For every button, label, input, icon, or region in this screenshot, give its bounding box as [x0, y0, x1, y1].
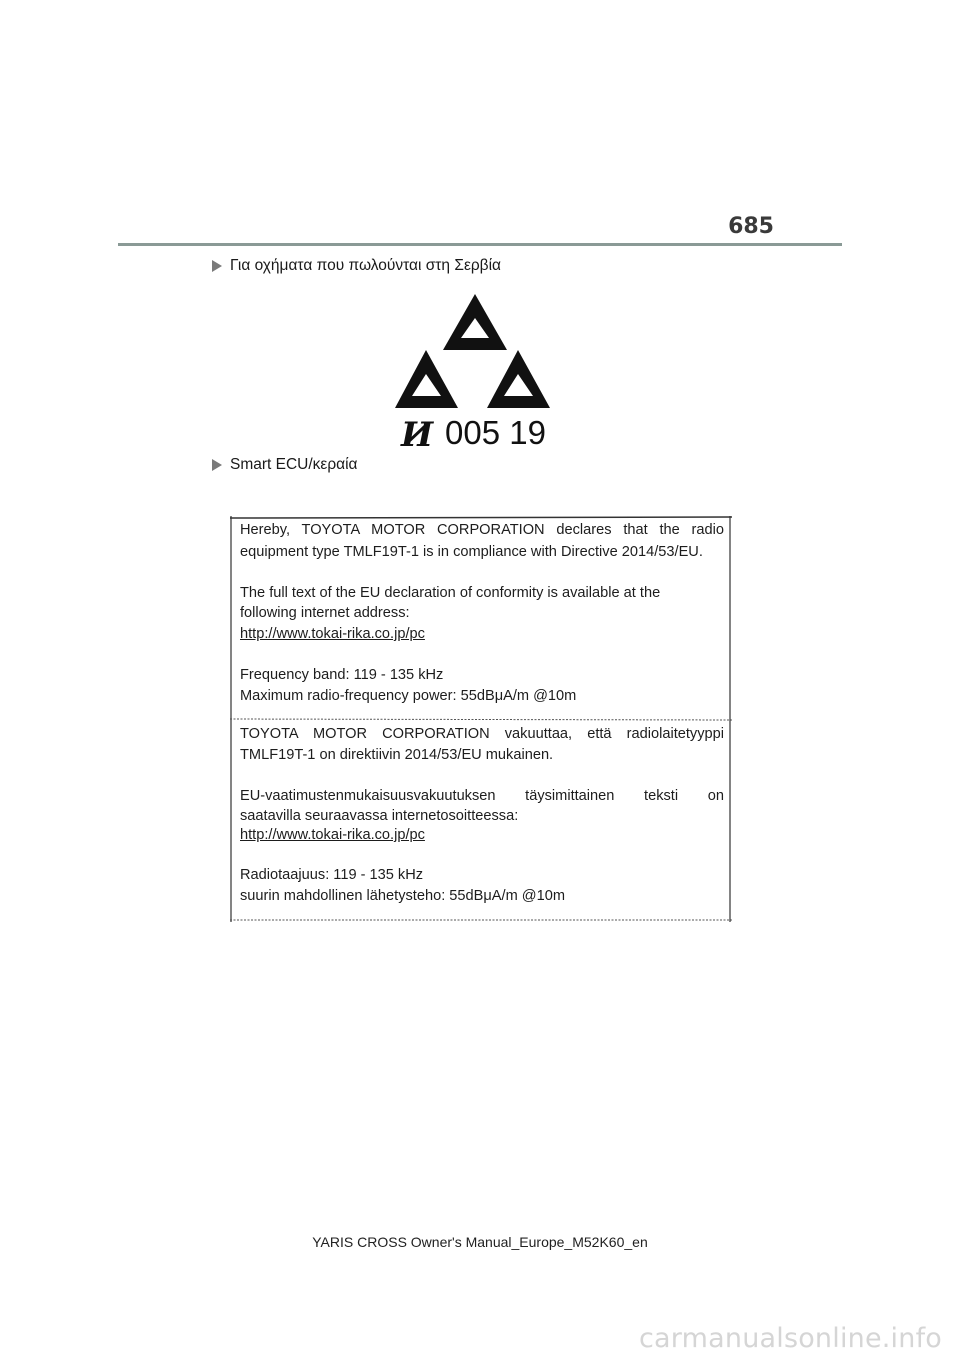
- watermark: carmanualsonline.info: [639, 1323, 942, 1354]
- triangle-mark-icon: [395, 294, 550, 408]
- declaration-en-power: Maximum radio-frequency power: 55dBμA/m @10m: [240, 688, 577, 704]
- declaration-fi-url-link[interactable]: http://www.tokai-rika.co.jp/pc: [240, 827, 425, 843]
- section-heading-serbia-text: Για οχήματα που πωλούνται στη Σερβία: [230, 257, 501, 274]
- triangle-bullet-icon: [212, 260, 222, 272]
- declaration-en-url-link[interactable]: http://www.tokai-rika.co.jp/pc: [240, 626, 425, 642]
- section-heading-smart-ecu-text: Smart ECU/κεραία: [230, 456, 358, 473]
- triangle-bullet-icon: [212, 459, 222, 471]
- section-heading-serbia: [212, 257, 501, 275]
- declaration-fi-frequency: Radiotaajuus: 119 - 135 kHz: [240, 867, 424, 883]
- page-number: 685: [728, 214, 774, 239]
- section-heading-smart-ecu: [212, 456, 358, 474]
- declaration-fi-line-4: saatavilla seuraavassa internetosoitteessa:: [240, 808, 519, 824]
- declaration-box-border: [230, 516, 732, 922]
- serbian-mark-code: 005 19: [445, 414, 546, 451]
- declaration-fi-line-2: TMLF19T-1 on direktiivin 2014/53/EU mukainen.: [240, 747, 554, 763]
- declaration-en-line-2: equipment type TMLF19T-1 is in compliance with Directive 2014/53/EU.: [240, 544, 703, 560]
- header-rule: [118, 243, 842, 246]
- declaration-fi-line-3: EU-vaatimustenmukaisuusvakuutuksen täysimittainen teksti on: [240, 788, 724, 804]
- declaration-fi-power: suurin mahdollinen lähetysteho: 55dBμA/m @10m: [240, 888, 566, 904]
- serbian-mark-letter: И: [401, 415, 434, 454]
- serbian-certification-mark: [395, 294, 555, 454]
- declaration-en-line-1: Hereby, TOYOTA MOTOR CORPORATION declares that the radio: [240, 522, 724, 538]
- footer-manual-title: YARIS CROSS Owner's Manual_Europe_M52K60_en: [312, 1234, 648, 1250]
- declaration-en-line-3: The full text of the EU declaration of conformity is available at the: [240, 585, 661, 601]
- declaration-en-line-4: following internet address:: [240, 605, 410, 621]
- declaration-fi-line-1: TOYOTA MOTOR CORPORATION vakuuttaa, että radiolaitetyyppi: [240, 726, 724, 742]
- declaration-en-frequency: Frequency band: 119 - 135 kHz: [240, 667, 444, 683]
